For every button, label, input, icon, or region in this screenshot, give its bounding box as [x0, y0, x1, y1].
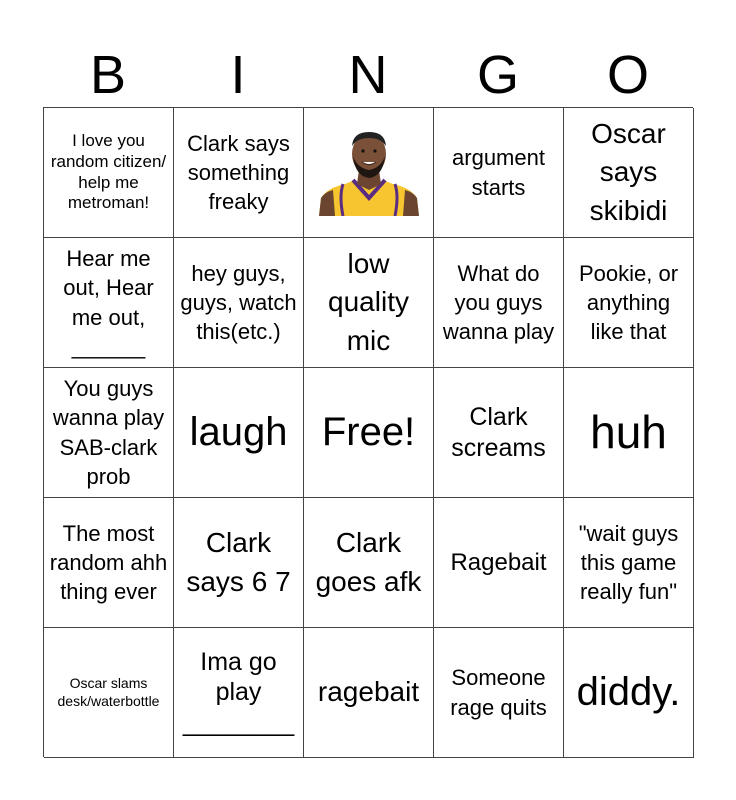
bingo-cell-free[interactable]: Free! [304, 368, 434, 498]
bingo-cell[interactable]: The most random ahh thing ever [44, 498, 174, 628]
bingo-cell[interactable]: "wait guys this game really fun" [564, 498, 694, 628]
bingo-cell[interactable]: Hear me out, Hear me out, ______ [44, 238, 174, 368]
bingo-cell[interactable]: laugh [174, 368, 304, 498]
header-letter-o: O [606, 45, 649, 105]
bingo-cell[interactable]: Oscar slams desk/waterbottle [44, 628, 174, 758]
header-letter-g: G [476, 45, 519, 105]
bingo-cell[interactable]: Someone rage quits [434, 628, 564, 758]
bingo-cell[interactable]: hey guys, guys, watch this(etc.) [174, 238, 304, 368]
bingo-cell[interactable]: Oscar says skibidi [564, 108, 694, 238]
bingo-grid [43, 107, 693, 757]
header-letter-b: B [89, 45, 127, 105]
bingo-cell[interactable]: argument starts [434, 108, 564, 238]
header-letter-n: N [348, 45, 388, 105]
bingo-cell[interactable]: Clark says something freaky [174, 108, 304, 238]
bingo-cell[interactable]: ragebait [304, 628, 434, 758]
bingo-cell-image[interactable] [304, 108, 434, 238]
bingo-cell[interactable]: You guys wanna play SAB-clark prob [44, 368, 174, 498]
header-letter-i: I [230, 45, 246, 105]
bingo-cell[interactable]: Clark screams [434, 368, 564, 498]
bingo-cell[interactable]: What do you guys wanna play [434, 238, 564, 368]
bingo-cell[interactable]: Clark says 6 7 [174, 498, 304, 628]
bingo-cell[interactable]: low quality mic [304, 238, 434, 368]
bingo-cell[interactable]: diddy. [564, 628, 694, 758]
basketball-player-portrait-icon [313, 130, 425, 216]
bingo-cell[interactable]: I love you random citizen/ help me metroman! [44, 108, 174, 238]
bingo-header [43, 44, 693, 106]
bingo-cell[interactable]: Clark goes afk [304, 498, 434, 628]
bingo-cell[interactable]: huh [564, 368, 694, 498]
bingo-cell[interactable]: Pookie, or anything like that [564, 238, 694, 368]
bingo-cell[interactable]: Ima go play ________ [174, 628, 304, 758]
bingo-cell[interactable]: Ragebait [434, 498, 564, 628]
